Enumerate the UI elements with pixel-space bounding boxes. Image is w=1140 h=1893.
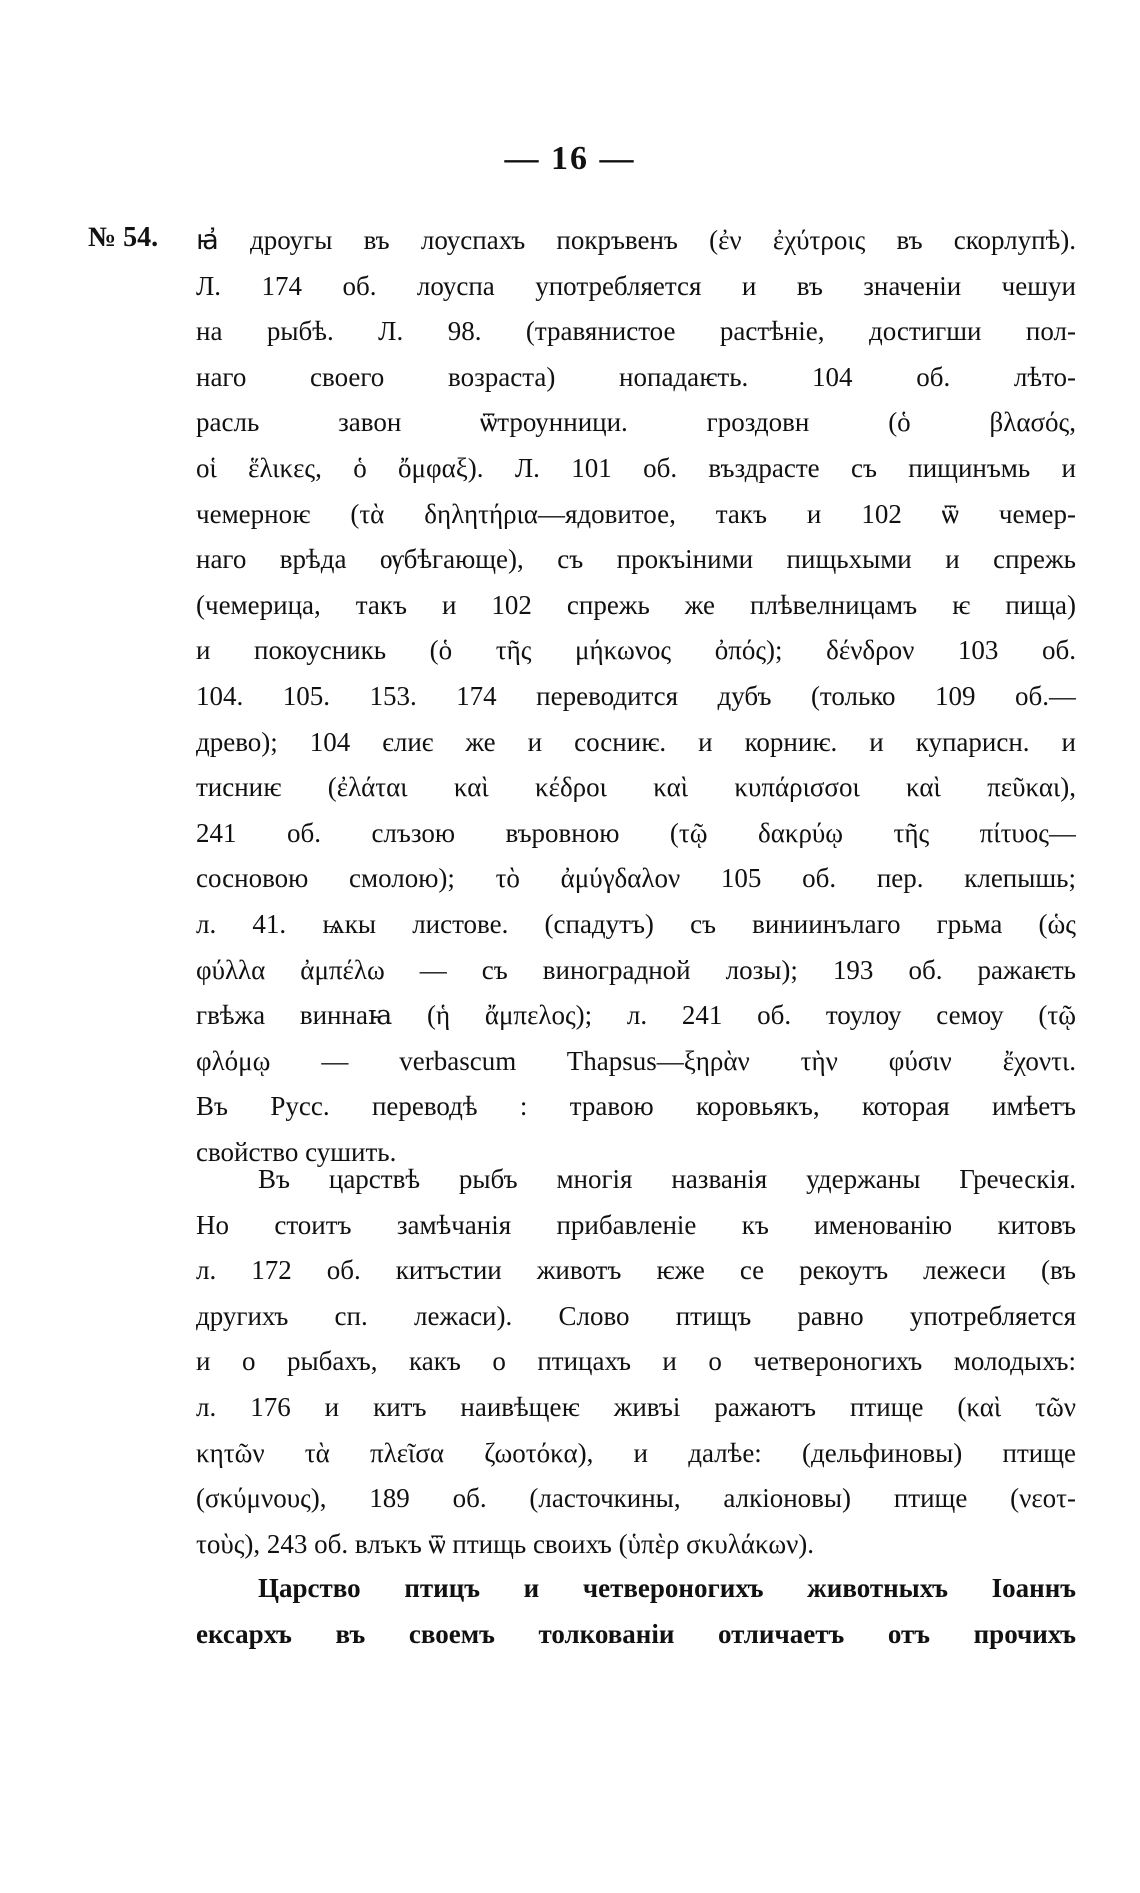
text-line: и о рыбахъ, какъ о птицахъ и о четвероногихъ молодыхъ: bbox=[196, 1346, 1076, 1377]
text-line: древо); 104 єлиє же и сосниѥ. и корниѥ. и купарисн. и bbox=[196, 726, 1076, 757]
text-line: гвѣжа виннаꙗ (ἡ ἄμπελος); л. 241 об. тоулоу семоу (τῷ bbox=[196, 1000, 1076, 1031]
text-line: свойство сушить. bbox=[196, 1136, 397, 1167]
entry-label: № 54. bbox=[88, 222, 159, 253]
paragraph-2 bbox=[196, 1157, 1076, 1567]
text-line: другихъ сп. лежаси). Слово птищъ равно употребляется bbox=[196, 1300, 1076, 1331]
text-line: (σκύμνους), 189 об. (ласточкины, алкіоновы) птище (νεοτ- bbox=[196, 1483, 1076, 1514]
text-line: и покоусникь (ὁ τῆς μήκωνος ὀπός); δένδρον 103 об. bbox=[196, 635, 1076, 666]
text-line: Л. 174 об. лоуспа употребляется и въ значеніи чешуи bbox=[196, 270, 1076, 301]
text-line: Царство птицъ и четвероногихъ животныхъ Іоаннъ bbox=[258, 1573, 1076, 1603]
text-line: расль завон ѿтроунници. гроздовн (ὁ βλασός, bbox=[196, 407, 1076, 438]
text-line: (чемерица, такъ и 102 спрежь же плѣвелницамъ ѥ пища) bbox=[196, 589, 1076, 620]
text-line: Но стоитъ замѣчанія прибавленіе къ именованію китовъ bbox=[196, 1209, 1076, 1240]
text-line: φύλλα ἀμπέλω — съ виноградной лозы); 193 об. ражаѥть bbox=[196, 954, 1076, 985]
text-line: сосновою смолою); τὸ ἀμύγδαλον 105 об. пер. клепышь; bbox=[196, 863, 1076, 894]
text-line: тисниѥ (ἐλάται καὶ κέδροι καὶ κυπάρισσοι καὶ πεῦκαι), bbox=[196, 772, 1076, 803]
text-line: κητῶν τὰ πλεῖσα ζωοτόκα), и далѣе: (дельфиновы) птище bbox=[196, 1437, 1076, 1468]
text-line: οἱ ἕλικες, ὁ ὄμφαξ). Л. 101 об. въздрасте съ пищинъмь и bbox=[196, 452, 1076, 483]
text-line: Въ царствѣ рыбъ многія названія удержаны Греческія. bbox=[258, 1164, 1076, 1194]
text-line: л. 176 и китъ наивѣщеѥ живъі ражаютъ птище (καὶ τῶν bbox=[196, 1391, 1076, 1422]
paragraph-1 bbox=[196, 218, 1076, 1175]
text-line: чемерноѥ (τὰ δηλητήρια—ядовитое, такъ и 102 ѿ чемер- bbox=[196, 498, 1076, 529]
text-line: наго своего возраста) нопадаѥть. 104 об. лѣто- bbox=[196, 361, 1076, 392]
text-line: φλόμῳ — verbascum Thapsus—ξηρὰν τὴν φύσιν ἔχοντι. bbox=[196, 1045, 1076, 1076]
text-line: τοὺς), 243 об. влъкъ ѿ птищь своихъ (ὑπὲρ σκυλάκων). bbox=[196, 1528, 815, 1559]
text-line: л. 41. ѩкы листове. (спадутъ) съ виниинълаго грьма (ὡς bbox=[196, 908, 1076, 939]
text-line: ексархъ въ своемъ толкованіи отличаетъ отъ прочихъ bbox=[196, 1618, 1076, 1649]
text-line: 241 об. слъзою въровною (τῷ δακρύῳ τῆς πίτυος— bbox=[196, 817, 1076, 848]
page-number: — 16 — bbox=[504, 140, 636, 177]
paragraph-3 bbox=[196, 1566, 1076, 1657]
text-line: л. 172 об. китъстии животъ ѥже се рекоутъ лежеси (въ bbox=[196, 1255, 1076, 1286]
text-line: ꙗ҆ дроугы въ лоуспахъ покръвенъ (ἐν ἐχύτροις въ скорлупѣ). bbox=[196, 225, 1076, 255]
text-line: наго врѣда ѹбѣгающе), съ прокъіними пищьхыми и спрежь bbox=[196, 544, 1076, 575]
text-line: 104. 105. 153. 174 переводится дубъ (только 109 об.— bbox=[196, 680, 1076, 711]
text-line: Въ Русс. переводѣ : травою коровьякъ, которая имѣетъ bbox=[196, 1091, 1076, 1122]
text-line: на рыбѣ. Л. 98. (травянистое растѣніе, достигши пол- bbox=[196, 316, 1076, 347]
